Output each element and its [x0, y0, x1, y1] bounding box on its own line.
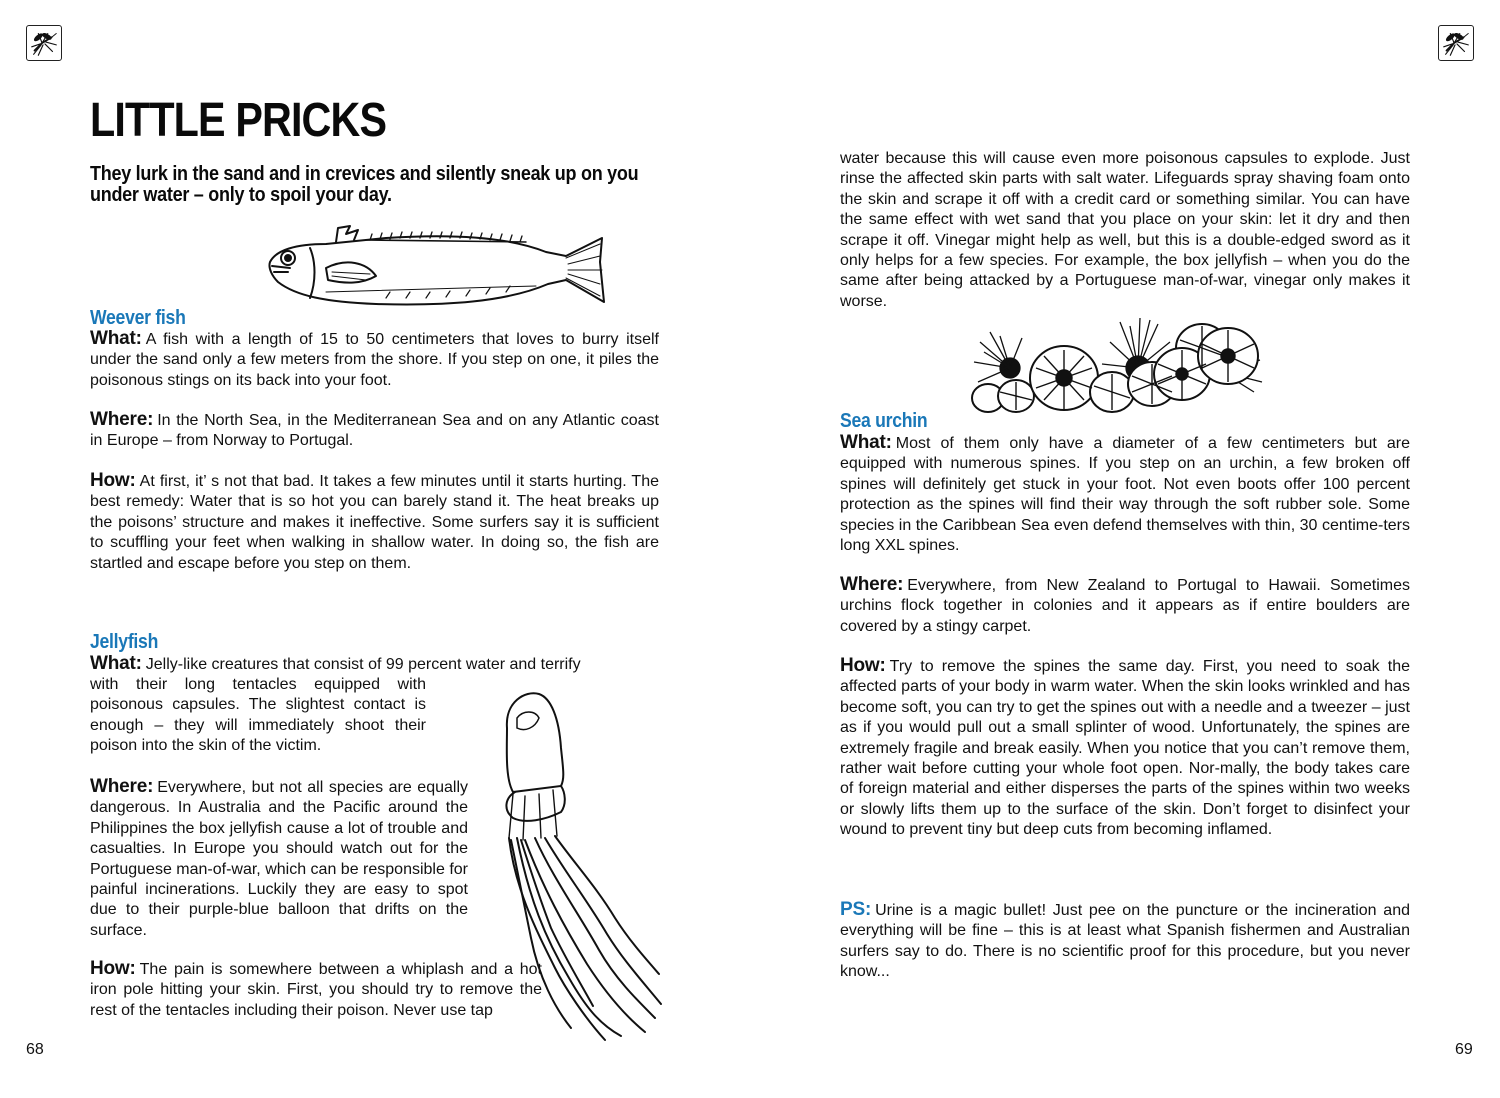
- how-label: How:: [90, 958, 136, 979]
- intro-text: They lurk in the sand and in crevices and silently sneak up on you under water – only to spoil your day.: [90, 163, 639, 206]
- weever-how-text: At first, it’ s not that bad. It takes a few minutes until it starts hurting. The best remedy: Water that is so hot you can barely stand it. The heat breaks up the poisons’ structure and makes it ineffective. Some surfers say it is sufficient to scuffling your feet when walking in shallow water. In doing so, the fish are startled and escape before you step on them.: [90, 473, 659, 572]
- ps-note: [840, 900, 1410, 983]
- sea-urchin-illustration: [970, 312, 1270, 418]
- jellyfish-where: [90, 777, 468, 941]
- how-label: How:: [90, 470, 136, 491]
- jellyfish-what-rest: with their long tentacles equipped with poisonous capsules. The slightest contact is enough – they will immediately shoot their poison into the skin of the victim.: [90, 676, 426, 755]
- urchin-heading: Sea urchin: [840, 410, 928, 432]
- where-label: Where:: [840, 574, 904, 595]
- urchin-how: [840, 656, 1410, 841]
- jellyfish-heading: Jellyfish: [90, 631, 159, 653]
- jellyfish-what-line1-text: Jelly-like creatures that consist of 99 percent water and terrify: [145, 656, 581, 673]
- urchin-how-text: Try to remove the spines the same day. First, you need to soak the affected parts of your body in warm water. When the skin looks wrinkled and has become soft, you can try to get the spines out with a needle and a tweezer – just as if you would pull out a small splinter of wood. Unfortunately, the spines are extremely fragile and break easily. When you notice that you can’t remove them, rather wait before cutting your whole foot open. Nor-mally, the body takes care of foreign material and either disperses the parts of the spines within two weeks or slowly lifts them up to the surface of the skin. Don’t forget to disinfect your wound to prevent tiny but deep cuts from becoming inflamed.: [840, 658, 1410, 839]
- jellyfish-how-text: The pain is somewhere between a whiplash and a hot iron pole hitting your skin. First, you should try to remove the rest of the tentacles including their poison. Never use tap: [90, 961, 542, 1019]
- page-number-left: 68: [26, 1041, 44, 1058]
- what-label: What:: [840, 432, 892, 453]
- jellyfish-what-line1: [90, 654, 659, 675]
- weever-how: [90, 471, 659, 574]
- what-label: What:: [90, 328, 142, 349]
- urchin-what-text: Most of them only have a diameter of a few centimeters but are equipped with numerous spines. If you step on an urchin, a few broken off spines will definitely get stuck in your foot. Not even boots offer 100 percent protection as the spines will find their way through the soft rubber sole. Some species in the Caribbean Sea even defend themselves with thin, 30 centime-ters long XXL spines.: [840, 435, 1410, 555]
- urchin-where-text: Everywhere, from New Zealand to Portugal to Hawaii. Sometimes urchins flock together in colonies and it appears as if entire boulders are covered by a stingy carpet.: [840, 577, 1410, 635]
- how-label: How:: [840, 655, 886, 676]
- weever-where: [90, 410, 659, 452]
- ps-label: PS:: [840, 899, 872, 920]
- jellyfish-how-continued: water because this will cause even more poisonous capsules to explode. Just rinse the affected skin parts with salt water. Lifeguards spray shaving foam onto the skin and scrape it off with a credit card or something similar. You can have the same effect with wet sand that you place on your skin: let it dry and then scrape it off. Vinegar might help as well, but this is a double-edged sword as it only helps for a few species. For example, the box jellyfish – when you do the same after being attacked by a Portuguese man-of-war, vinegar only makes it worse.: [840, 150, 1410, 310]
- page-title: LITTLE PRICKS: [90, 94, 387, 147]
- mosquito-icon: [1438, 25, 1474, 61]
- weever-fish-illustration: [266, 222, 608, 312]
- urchin-where: [840, 575, 1410, 637]
- weever-what-text: A fish with a length of 15 to 50 centimeters that loves to burry itself under the sand only a few meters from the shore. If you step on one, it piles the poisonous stings on its back into your foot.: [90, 331, 659, 389]
- weever-what: [90, 329, 659, 391]
- right-page: [750, 0, 1500, 1098]
- mosquito-icon: [26, 25, 62, 61]
- where-label: Where:: [90, 409, 154, 430]
- ps-text: Urine is a magic bullet! Just pee on the puncture or the incineration and everything will be fine – this is at least what Spanish fishermen and Australian surfers say to do. There is no scientific proof for this procedure, but you never know...: [840, 902, 1410, 981]
- jellyfish-how: [90, 959, 542, 1021]
- weever-where-text: In the North Sea, in the Mediterranean Sea and on any Atlantic coast in Europe – from Norway to Portugal.: [90, 412, 659, 450]
- jellyfish-where-text: Everywhere, but not all species are equally dangerous. In Australia and the Pacific around the Philippines the box jellyfish cause a lot of trouble and casualties. In Europe you should watch out for the Portuguese man-of-war, which can be responsible for painful incinerations. Luckily they are easy to spot due to their purple-blue balloon that drifts on the surface.: [90, 779, 468, 939]
- weever-heading: Weever fish: [90, 307, 186, 329]
- page-number-right: 69: [1455, 1041, 1473, 1058]
- urchin-what: [840, 433, 1410, 556]
- what-label: What:: [90, 653, 142, 674]
- where-label: Where:: [90, 776, 154, 797]
